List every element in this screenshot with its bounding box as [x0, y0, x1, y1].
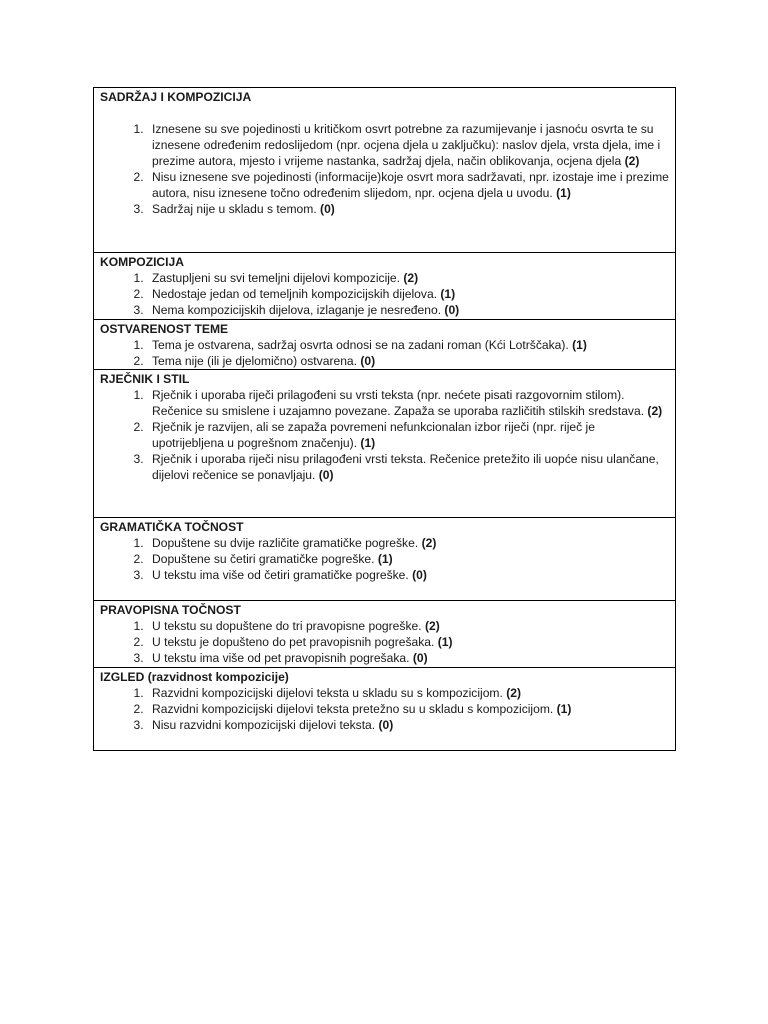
criterion-text: Sadržaj nije u skladu s temom.	[152, 202, 321, 216]
section-theme-fulfillment	[94, 320, 676, 370]
criterion-score: (1)	[437, 635, 453, 649]
criterion-text: Rječnik je razvijen, ali se zapaža povremeni nefunkcionalan izbor riječi (npr. riječ je upotrijebljena u pogrešnom značenju).	[152, 420, 595, 450]
criterion-score: (2)	[506, 686, 521, 700]
criterion-item	[147, 337, 669, 353]
section-vocabulary-style	[94, 370, 676, 518]
section-title: GRAMATIČKA TOČNOST	[100, 520, 244, 534]
criteria-list	[100, 685, 669, 733]
criterion-text: Iznesene su sve pojedinosti u kritičkom osvrt potrebne za razumijevanje i jasnoću osvrta te su iznesene određenim redoslijedom (npr. ocjena djela u zaključku): naslov djela, vrsta djela, ime i prezime autora, mjesto i vrijeme nastanka, sadržaj djela, način oblikovanja, ocjena djela	[152, 122, 661, 168]
section-content-composition	[94, 88, 676, 253]
criterion-score: (0)	[412, 651, 428, 665]
criterion-score: (2)	[403, 271, 419, 285]
criterion-item	[147, 302, 669, 318]
criterion-score: (1)	[440, 287, 456, 301]
section-grammar-accuracy	[94, 518, 676, 601]
criterion-text: Dopuštene su dvije različite gramatičke pogreške.	[152, 536, 422, 550]
criterion-text: Razvidni kompozicijski dijelovi teksta pretežno su u skladu s kompozicijom.	[152, 702, 557, 716]
criterion-text: Tema nije (ili je djelomično) ostvarena.	[152, 354, 361, 368]
criterion-score: (0)	[444, 303, 460, 317]
criterion-score: (1)	[360, 436, 376, 450]
criterion-score: (2)	[624, 154, 640, 168]
criterion-score: (0)	[360, 354, 376, 368]
criterion-text: U tekstu ima više od pet pravopisnih pogrešaka.	[152, 651, 413, 665]
criterion-item	[147, 419, 669, 451]
criterion-item	[147, 169, 669, 201]
criterion-item	[147, 535, 669, 551]
criterion-item	[147, 634, 669, 650]
criteria-list	[100, 121, 669, 217]
criterion-text: Dopuštene su četiri gramatičke pogreške.	[152, 552, 378, 566]
criterion-text: Razvidni kompozicijski dijelovi teksta u skladu su s kompozicijom.	[152, 686, 507, 700]
criterion-text: Tema je ostvarena, sadržaj osvrta odnosi se na zadani roman (Kći Lotrščaka).	[152, 338, 573, 352]
criterion-score: (0)	[412, 568, 427, 582]
section-title: PRAVOPISNA TOČNOST	[100, 603, 241, 617]
criterion-item	[147, 551, 669, 567]
section-composition	[94, 253, 676, 320]
criterion-text: U tekstu su dopuštene do tri pravopisne pogreške.	[152, 619, 425, 633]
grading-rubric-table	[93, 87, 676, 751]
section-title: RJEČNIK I STIL	[100, 372, 190, 386]
criterion-item	[147, 567, 669, 583]
criterion-score: (0)	[378, 718, 394, 732]
criterion-item	[147, 717, 669, 733]
section-appearance	[94, 668, 676, 751]
criterion-score: (1)	[572, 338, 587, 352]
criterion-text: U tekstu ima više od četiri gramatičke pogreške.	[152, 568, 413, 582]
criterion-item	[147, 286, 669, 302]
criterion-text: Zastupljeni su svi temeljni dijelovi kompozicije.	[152, 271, 404, 285]
criterion-text: Nisu razvidni kompozicijski dijelovi teksta.	[152, 718, 379, 732]
criterion-item	[147, 451, 669, 483]
criterion-text: U tekstu je dopušteno do pet pravopisnih pogrešaka.	[152, 635, 438, 649]
criterion-text: Nedostaje jedan od temeljnih kompozicijskih dijelova.	[152, 287, 441, 301]
criterion-item	[147, 353, 669, 369]
criteria-list	[100, 387, 669, 483]
criterion-text: Rječnik i uporaba riječi prilagođeni su vrsti teksta (npr. nećete pisati razgovornim stilom). Rečenice su smislene i uzajamno povezane. Zapaža se uporaba različitih stilskih sredstava.	[152, 388, 648, 418]
section-title: KOMPOZICIJA	[100, 255, 184, 269]
section-title: OSTVARENOST TEME	[100, 322, 229, 336]
criterion-score: (2)	[424, 619, 440, 633]
criterion-item	[147, 387, 669, 419]
criterion-score: (0)	[318, 468, 334, 482]
criterion-score: (1)	[556, 702, 572, 716]
criteria-list	[100, 270, 669, 318]
criterion-score: (2)	[421, 536, 437, 550]
criterion-text: Nema kompozicijskih dijelova, izlaganje je nesređeno.	[152, 303, 445, 317]
criterion-score: (2)	[647, 404, 663, 418]
criterion-item	[147, 685, 669, 701]
section-title: IZGLED (razvidnost kompozicije)	[100, 670, 289, 684]
criterion-item	[147, 121, 669, 169]
criterion-score: (1)	[377, 552, 393, 566]
criterion-score: (1)	[556, 186, 571, 200]
criterion-score: (0)	[320, 202, 335, 216]
criteria-list	[100, 618, 669, 666]
criterion-item	[147, 618, 669, 634]
section-spelling-accuracy	[94, 601, 676, 668]
criterion-item	[147, 701, 669, 717]
criterion-text: Nisu iznesene sve pojedinosti (informacije)koje osvrt mora sadržavati, npr. izostaje ime i prezime autora, nisu iznesene točno određenim slijedom, npr. ocjena djela u uvodu.	[152, 170, 669, 200]
criterion-item	[147, 650, 669, 666]
criterion-item	[147, 201, 669, 217]
section-title: SADRŽAJ I KOMPOZICIJA	[100, 90, 252, 104]
criterion-text: Rječnik i uporaba riječi nisu prilagođeni vrsti teksta. Rečenice pretežito ili uopće nisu ulančane, dijelovi rečenice se ponavljaju.	[152, 452, 659, 482]
criteria-list	[100, 535, 669, 583]
criterion-item	[147, 270, 669, 286]
criteria-list	[100, 337, 669, 369]
